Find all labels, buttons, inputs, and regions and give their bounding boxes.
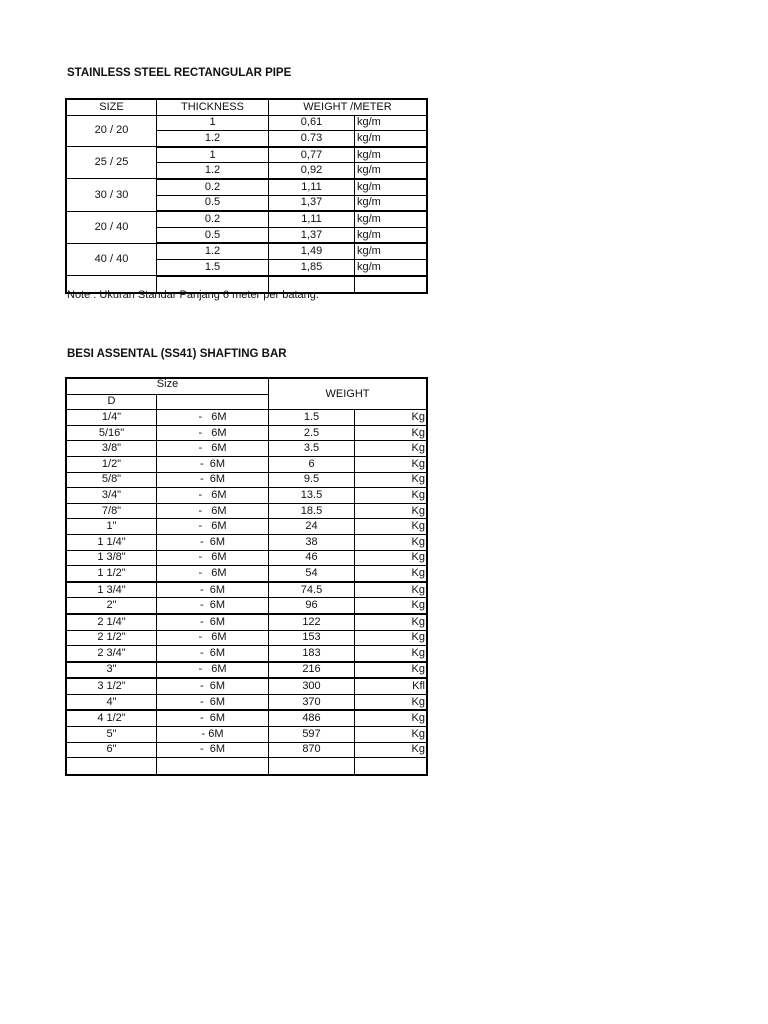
diameter-cell: 1/4" [67, 410, 157, 426]
length-cell: - 6M [157, 646, 269, 662]
length-cell: - 6M [157, 582, 269, 598]
table-row [67, 727, 427, 743]
diameter-cell: 5" [67, 727, 157, 743]
header-size: Size [67, 379, 269, 395]
unit-cell: Kg [355, 630, 427, 646]
weight-cell: 597 [269, 727, 355, 743]
empty-row [67, 758, 427, 775]
table-row [67, 147, 427, 163]
length-cell: - 6M [157, 534, 269, 550]
length-cell: - 6M [157, 678, 269, 694]
bar-section-title: BESI ASSENTAL (SS41) SHAFTING BAR [67, 348, 287, 360]
length-cell: - 6M [157, 456, 269, 472]
table-row [67, 425, 427, 441]
table-row [67, 243, 427, 259]
thickness-cell: 1 [157, 147, 269, 163]
table-row [67, 115, 427, 131]
table-row [67, 694, 427, 710]
weight-cell: 38 [269, 534, 355, 550]
diameter-cell: 2 1/4" [67, 614, 157, 630]
header-d: D [67, 394, 157, 410]
length-note: Note : Ukuran Standar Panjang 6 meter per batang. [67, 289, 319, 301]
diameter-cell: 1 3/8" [67, 550, 157, 566]
table-row [67, 179, 427, 195]
unit-cell: Kg [355, 550, 427, 566]
table-row [67, 678, 427, 694]
weight-cell: 54 [269, 566, 355, 582]
table-row [67, 503, 427, 519]
thickness-cell: 0.5 [157, 195, 269, 211]
diameter-cell: 2 1/2" [67, 630, 157, 646]
weight-cell: 1,11 [269, 211, 355, 227]
table-row [67, 456, 427, 472]
unit-cell: Kg [355, 503, 427, 519]
table-row [67, 488, 427, 504]
size-cell: 25 / 25 [67, 147, 157, 179]
stainless-pipe-table [66, 99, 427, 293]
thickness-cell: 0.2 [157, 211, 269, 227]
diameter-cell: 1/2" [67, 456, 157, 472]
length-cell: - 6M [157, 472, 269, 488]
length-cell: - 6M [157, 425, 269, 441]
weight-cell: 13.5 [269, 488, 355, 504]
header-weight-per-meter: WEIGHT /METER [269, 100, 427, 116]
thickness-cell: 1 [157, 115, 269, 131]
weight-cell: 1,11 [269, 179, 355, 195]
table-header-row [67, 100, 427, 116]
weight-cell: 486 [269, 710, 355, 726]
table-row [67, 472, 427, 488]
unit-cell: kg/m [355, 163, 427, 179]
table-row [67, 646, 427, 662]
unit-cell: Kg [355, 566, 427, 582]
weight-cell: 183 [269, 646, 355, 662]
diameter-cell: 2" [67, 598, 157, 614]
weight-cell: 1,49 [269, 243, 355, 259]
header-size: SIZE [67, 100, 157, 116]
weight-cell: 74.5 [269, 582, 355, 598]
unit-cell: Kg [355, 646, 427, 662]
length-cell: - 6M [157, 441, 269, 457]
pipe-section-title: STAINLESS STEEL RECTANGULAR PIPE [67, 67, 292, 79]
table-row [67, 519, 427, 535]
thickness-cell: 1.2 [157, 163, 269, 179]
size-cell: 30 / 30 [67, 179, 157, 211]
weight-cell: 96 [269, 598, 355, 614]
weight-cell: 0,61 [269, 115, 355, 131]
weight-cell: 216 [269, 662, 355, 679]
size-cell: 40 / 40 [67, 243, 157, 275]
length-cell: - 6M [157, 742, 269, 758]
table-row [67, 211, 427, 227]
unit-cell: Kg [355, 662, 427, 679]
unit-cell: Kg [355, 441, 427, 457]
weight-cell: 1.5 [269, 410, 355, 426]
shafting-bar-table [66, 378, 427, 775]
diameter-cell: 1 3/4" [67, 582, 157, 598]
weight-cell: 870 [269, 742, 355, 758]
thickness-cell: 0.5 [157, 227, 269, 243]
weight-cell: 2.5 [269, 425, 355, 441]
length-cell: - 6M [157, 550, 269, 566]
length-cell: - 6M [157, 614, 269, 630]
length-cell: - 6M [157, 503, 269, 519]
table-row [67, 410, 427, 426]
weight-cell: 153 [269, 630, 355, 646]
diameter-cell: 4 1/2" [67, 710, 157, 726]
diameter-cell: 1 1/2" [67, 566, 157, 582]
diameter-cell: 3/8" [67, 441, 157, 457]
unit-cell: Kg [355, 534, 427, 550]
weight-cell: 1,37 [269, 227, 355, 243]
unit-cell: kg/m [355, 115, 427, 131]
length-cell: - 6M [157, 694, 269, 710]
header-thickness: THICKNESS [157, 100, 269, 116]
weight-cell: 46 [269, 550, 355, 566]
unit-cell: Kg [355, 410, 427, 426]
weight-cell: 6 [269, 456, 355, 472]
unit-cell: Kg [355, 727, 427, 743]
length-cell: - 6M [157, 488, 269, 504]
unit-cell: Kg [355, 488, 427, 504]
unit-cell: Kg [355, 614, 427, 630]
length-cell: - 6M [157, 519, 269, 535]
length-cell: - 6M [157, 630, 269, 646]
diameter-cell: 3" [67, 662, 157, 679]
unit-cell: kg/m [355, 211, 427, 227]
table-row [67, 534, 427, 550]
unit-cell: kg/m [355, 195, 427, 211]
table-row [67, 582, 427, 598]
unit-cell: Kg [355, 742, 427, 758]
length-cell: - 6M [157, 598, 269, 614]
length-cell: - 6M [157, 710, 269, 726]
diameter-cell: 3 1/2" [67, 678, 157, 694]
weight-cell: 1,85 [269, 259, 355, 275]
unit-cell: Kg [355, 694, 427, 710]
weight-cell: 0.73 [269, 131, 355, 147]
diameter-cell: 1 1/4" [67, 534, 157, 550]
unit-cell: Kg [355, 519, 427, 535]
unit-cell: Kg [355, 456, 427, 472]
diameter-cell: 5/8" [67, 472, 157, 488]
unit-cell: kg/m [355, 147, 427, 163]
table-row [67, 710, 427, 726]
weight-cell: 300 [269, 678, 355, 694]
unit-cell: kg/m [355, 227, 427, 243]
weight-cell: 122 [269, 614, 355, 630]
length-cell: - 6M [157, 727, 269, 743]
size-cell: 20 / 40 [67, 211, 157, 243]
table-row [67, 662, 427, 679]
weight-cell: 370 [269, 694, 355, 710]
diameter-cell: 6" [67, 742, 157, 758]
thickness-cell: 1.2 [157, 131, 269, 147]
weight-cell: 1,37 [269, 195, 355, 211]
weight-cell: 0,92 [269, 163, 355, 179]
length-cell: - 6M [157, 410, 269, 426]
weight-cell: 3.5 [269, 441, 355, 457]
weight-cell: 18.5 [269, 503, 355, 519]
diameter-cell: 3/4" [67, 488, 157, 504]
unit-cell: Kg [355, 425, 427, 441]
header-weight: WEIGHT [269, 379, 427, 410]
thickness-cell: 0.2 [157, 179, 269, 195]
unit-cell: Kg [355, 598, 427, 614]
length-cell: - 6M [157, 566, 269, 582]
diameter-cell: 1" [67, 519, 157, 535]
weight-cell: 0,77 [269, 147, 355, 163]
table-row [67, 550, 427, 566]
table-row [67, 614, 427, 630]
unit-cell: kg/m [355, 131, 427, 147]
unit-cell: Kg [355, 472, 427, 488]
unit-cell: Kg [355, 710, 427, 726]
table-row [67, 630, 427, 646]
weight-cell: 9.5 [269, 472, 355, 488]
table-row [67, 598, 427, 614]
diameter-cell: 7/8" [67, 503, 157, 519]
unit-cell: kg/m [355, 243, 427, 259]
weight-cell: 24 [269, 519, 355, 535]
thickness-cell: 1.5 [157, 259, 269, 275]
diameter-cell: 5/16" [67, 425, 157, 441]
diameter-cell: 2 3/4" [67, 646, 157, 662]
table-row [67, 566, 427, 582]
table-header-row [67, 379, 427, 395]
unit-cell: Kg [355, 582, 427, 598]
unit-cell: Kfl [355, 678, 427, 694]
table-row [67, 742, 427, 758]
size-cell: 20 / 20 [67, 115, 157, 147]
diameter-cell: 4" [67, 694, 157, 710]
thickness-cell: 1.2 [157, 243, 269, 259]
table-row [67, 441, 427, 457]
unit-cell: kg/m [355, 179, 427, 195]
length-cell: - 6M [157, 662, 269, 679]
unit-cell: kg/m [355, 259, 427, 275]
